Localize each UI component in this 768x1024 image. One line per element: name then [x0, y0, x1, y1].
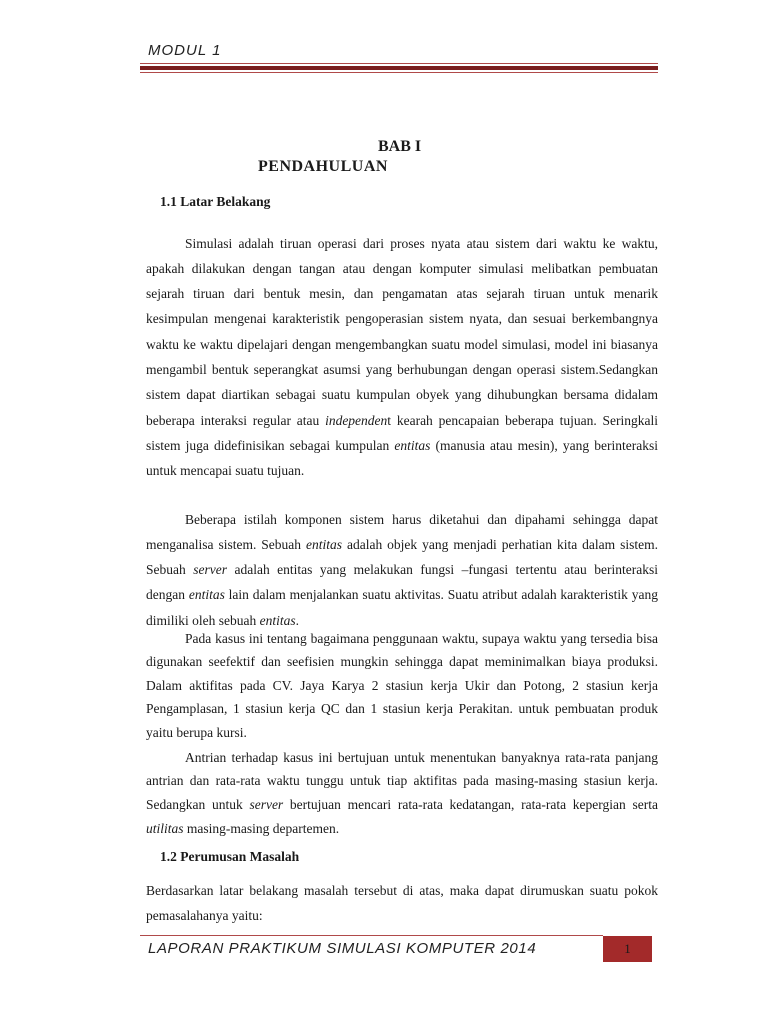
text-run: masing-masing departemen. — [183, 820, 340, 836]
section-heading-latar-belakang: 1.1 Latar Belakang — [160, 194, 271, 209]
text-run: t kearah pencapaian beberapa tujuan. Seringkali sistem juga didefinisikan sebagai kumpulan — [146, 412, 658, 453]
paragraph-antrian — [146, 746, 658, 841]
header-rule-bottom — [140, 72, 658, 73]
report-label: LAPORAN PRAKTIKUM SIMULASI KOMPUTER 2014 — [148, 940, 537, 957]
text-run: adalah objek yang menjadi perhatian kita dalam sistem. Sebuah — [146, 536, 659, 578]
text-run: . — [295, 612, 299, 628]
text-run: Beberapa istilah komponen sistem harus diketahui dan dipahami sehingga dapat menganalisa sistem. Sebuah — [146, 511, 658, 552]
text-run: Simulasi adalah tiruan operasi dari proses nyata atau sistem dari waktu ke waktu, apakah dilakukan dengan tangan atau dengan komputer simulasi melibatkan pembuatan sejarah tiruan dari bentuk mesin, dan pengamatan atas sejarah tiruan untuk menarik kesimpulan mengenai karakteristik pengoperasian sistem nyata, dan sesuai berkembangnya waktu ke waktu dipelajari dengan mengembangkan suatu model simulasi, model ini biasanya mengambil bentuk seperangkat asumsi yang berhubungan dengan operasi sistem.Sedangkan sistem dapat diartikan sebagai suatu kumpulan obyek yang dihubungkan bersama didalam beberapa interaksi regular atau — [146, 235, 658, 428]
module-label: MODUL 1 — [148, 42, 222, 59]
italic-term: entitas — [394, 437, 431, 453]
text-run: (manusia atau mesin), yang berinteraksi untuk mencapai suatu tujuan. — [146, 437, 658, 479]
text-run: Pada kasus ini tentang bagaimana penggunaan waktu, supaya waktu yang tersedia bisa digunakan seefektif dan seefisien mungkin sehingga dapat meminimalkan biaya produksi. Dalam aktifitas pada CV. Jaya Karya 2 stasiun kerja Ukir dan Potong, 2 stasiun kerja Pengamplasan, 1 stasiun kerja QC dan 1 stasiun kerja Perakitan. untuk pembuatan produk yaitu berupa kursi. — [146, 630, 658, 740]
italic-term: utilitas — [146, 820, 184, 836]
italic-term: entitas — [259, 612, 296, 628]
text-run: adalah entitas yang melakukan fungsi –fungasi tertentu atau berinteraksi dengan — [146, 562, 658, 603]
chapter-number: BAB I — [378, 138, 422, 155]
section-heading-perumusan-masalah: 1.2 Perumusan Masalah — [160, 849, 300, 864]
paragraph-komponen-sistem — [146, 507, 658, 633]
text-run: bertujuan mencari rata-rata kedatangan, rata-rata kepergian serta — [283, 797, 658, 813]
text-run: lain dalam menjalankan suatu aktivitas. Suatu atribut adalah karakteristik yang dimiliki oleh sebuah — [146, 587, 658, 628]
footer-rule — [140, 935, 603, 936]
header-rule-thick — [140, 66, 658, 70]
page-number-badge — [603, 936, 652, 962]
paragraph-simulasi — [146, 231, 658, 484]
paragraph-perumusan — [146, 878, 658, 928]
chapter-title: PENDAHULUAN — [258, 158, 388, 175]
text-run: Antrian terhadap kasus ini bertujuan untuk menentukan banyaknya rata-rata panjang antrian dan rata-rata waktu tunggu untuk tiap aktifitas pada masing-masing stasiun kerja. Sedangkan untuk — [146, 749, 658, 813]
italic-term: server — [249, 797, 284, 813]
italic-term: server — [193, 562, 227, 578]
italic-term: entitas — [188, 587, 225, 603]
header-rule-top — [140, 63, 658, 64]
text-run: Berdasarkan latar belakang masalah tersebut di atas, maka dapat dirumuskan suatu pokok pemasalahanya yaitu: — [146, 882, 658, 923]
italic-term: independen — [325, 412, 388, 428]
paragraph-kasus-waktu — [146, 627, 658, 745]
page-number: 1 — [624, 941, 631, 956]
italic-term: entitas — [306, 536, 342, 552]
